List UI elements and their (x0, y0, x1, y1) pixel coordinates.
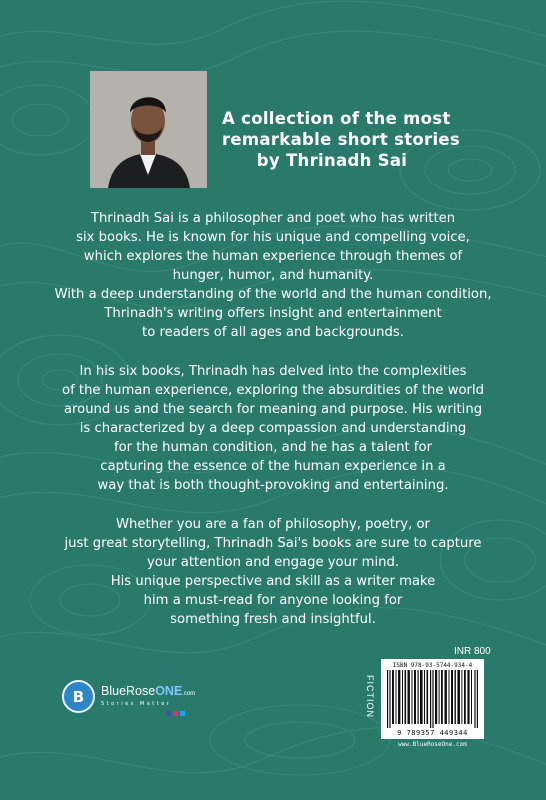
publisher-name-suffix: ONE (155, 684, 183, 698)
blurb-paragraph-3 (20, 515, 526, 629)
category-label: FICTION (365, 675, 375, 718)
barcode (381, 659, 484, 739)
blurb-line: capturing the essence of the human experience in a (100, 459, 446, 474)
publisher-name-domain: .com (182, 691, 196, 697)
price-label: INR 800 (454, 646, 491, 657)
blurb-line: is characterized by a deep compassion and understanding (79, 421, 467, 436)
blurb-line: hunger, humor, and humanity. (172, 268, 374, 283)
publisher-name-prefix: BlueRose (101, 684, 156, 698)
author-photo (90, 71, 207, 188)
blurb-line: your attention and engage your mind. (146, 555, 400, 570)
blurb-line: With a deep understanding of the world and the human condition, (54, 287, 492, 302)
blurb-line: His unique perspective and skill as a writer make (110, 574, 436, 589)
publisher-url: www.BlueRoseOne.com (398, 741, 467, 748)
blurb-line: which explores the human experience through themes of (83, 249, 463, 264)
headline-line: by Thrinadh Sai (256, 151, 408, 170)
blurb-line: something fresh and insightful. (170, 612, 376, 627)
blurb-line: of the human experience, exploring the absurdities of the world (62, 383, 484, 398)
blurb-line: In his six books, Thrinadh has delved into the complexities (79, 364, 467, 379)
isbn-label: ISBN 978-93-5744-934-4 (392, 662, 473, 669)
logo-letter: B (72, 688, 85, 706)
blurb-line: six books. He is known for his unique and compelling voice, (76, 230, 470, 245)
barcode-bars (387, 670, 478, 728)
blurb-line: him a must-read for anyone looking for (143, 593, 403, 608)
blurb-paragraph-1 (20, 209, 526, 342)
headline-line: A collection of the most (222, 109, 451, 128)
blurb-line: around us and the search for meaning and purpose. His writing (63, 402, 483, 417)
blurb-line: way that is both thought-provoking and entertaining. (97, 478, 449, 493)
headline (222, 108, 461, 171)
social-icons (166, 711, 186, 716)
blurb-line: to readers of all ages and backgrounds. (142, 325, 404, 340)
blurb-line: Whether you are a fan of philosophy, poetry, or (116, 517, 430, 532)
blurb-line: just great storytelling, Thrinadh Sai's books are sure to capture (64, 536, 482, 551)
blurb-paragraph-2 (20, 362, 526, 495)
blurb-line: Thrinadh Sai is a philosopher and poet who has written (90, 211, 456, 226)
blurb-line: Thrinadh's writing offers insight and entertainment (104, 306, 442, 321)
publisher-tagline: Stories Matter (101, 701, 172, 707)
logo-badge (62, 680, 95, 713)
blurb-line: for the human condition, and he has a talent for (113, 440, 433, 455)
barcode-number: 9 789357 449344 (397, 729, 468, 737)
publisher-name (101, 684, 195, 698)
headline-line: remarkable short stories (222, 130, 461, 149)
